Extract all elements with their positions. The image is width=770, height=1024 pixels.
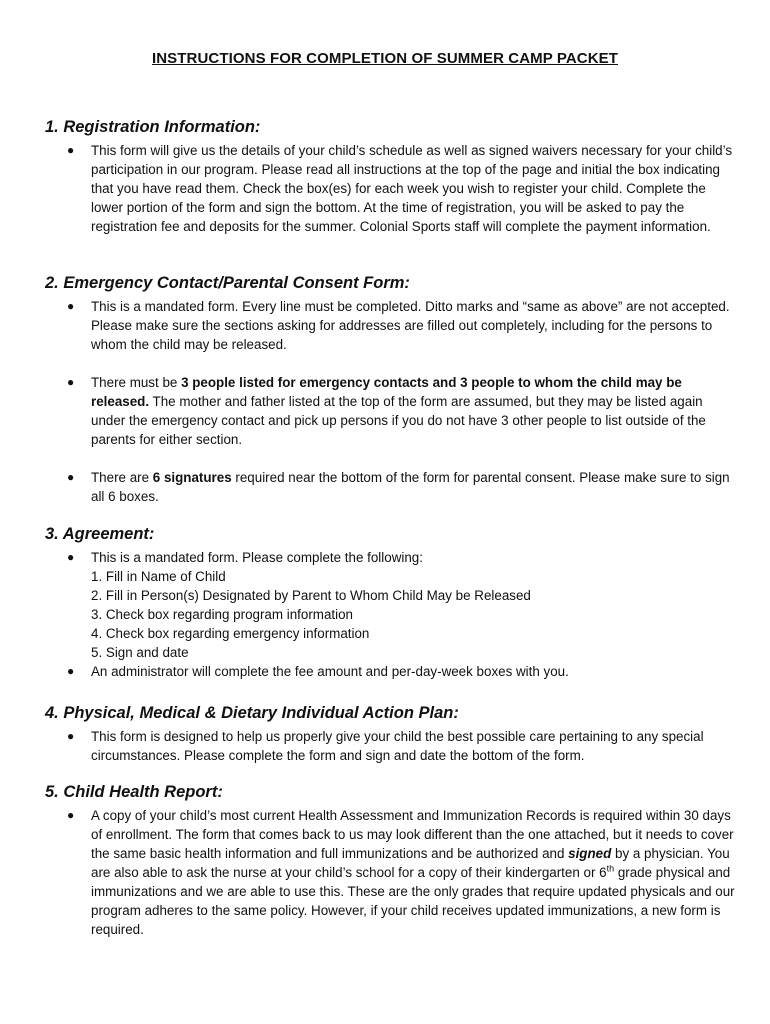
list-item: ● This is a mandated form. Please complete the following: 1. Fill in Name of Child 2. Fill in Person(s) Designated by Parent to Whom Child May be Released 3. Check box regarding program information 4. Check box regarding emergency information 5. Sign and date <box>45 548 735 662</box>
bullet-icon: ● <box>67 375 75 389</box>
section-child-health-report <box>45 782 735 939</box>
list-item: ● There must be 3 people listed for emergency contacts and 3 people to whom the child may be released. The mother and father listed at the top of the form are assumed, but they may be listed again under the emergency contact and pick up persons if you do not have 3 other people to list outside of the parents for either section. <box>67 375 706 447</box>
section-heading: 3. Agreement: <box>45 525 155 543</box>
section-action-plan <box>45 703 735 765</box>
section-heading: 4. Physical, Medical & Dietary Individual Action Plan: <box>45 704 459 722</box>
document-title: INSTRUCTIONS FOR COMPLETION OF SUMMER CAMP PACKET <box>151 50 618 67</box>
step-item: 4. Check box regarding emergency information <box>91 626 370 641</box>
step-item: 5. Sign and date <box>91 645 189 660</box>
section-heading: 2. Emergency Contact/Parental Consent Form: <box>45 274 410 292</box>
spacer <box>45 354 735 373</box>
section-heading: 5. Child Health Report: <box>45 783 223 801</box>
spacer <box>45 449 735 468</box>
list-item: ● This form is designed to help us properly give your child the best possible care pertaining to any special circumstances. Please complete the form and sign and date the bottom of the form. <box>67 729 704 763</box>
section-heading: 1. Registration Information: <box>45 118 261 136</box>
list-item: ● This is a mandated form. Every line must be completed. Ditto marks and “same as above” are not accepted. Please make sure the sections asking for addresses are filled out completely, including for the persons to whom the child may be released. <box>67 299 730 352</box>
section-registration <box>45 117 735 236</box>
bullet-icon: ● <box>67 808 75 822</box>
bullet-icon: ● <box>67 550 75 564</box>
bullet-icon: ● <box>67 143 75 157</box>
list-item: ● There are 6 signatures required near the bottom of the form for parental consent. Please make sure to sign all 6 boxes. <box>67 470 730 504</box>
bullet-icon: ● <box>67 664 75 678</box>
list-item: ● An administrator will complete the fee amount and per-day-week boxes with you. <box>67 664 569 679</box>
section-agreement <box>45 524 735 681</box>
bullet-icon: ● <box>67 729 75 743</box>
list-item: ● A copy of your child’s most current Health Assessment and Immunization Records is required within 30 days of enrollment. The form that comes back to us may look different than the one attached, but it needs to cover the same basic health information and full immunizations and be authorized and signed by a physician. You are also able to ask the nurse at your child’s school for a copy of their kindergarten or 6th grade physical and immunizations and we are able to use this. These are the only grades that require updated physicals and our program adheres to the same policy. However, if your child receives updated immunizations, a new form is required. <box>67 808 735 937</box>
step-item: 2. Fill in Person(s) Designated by Parent to Whom Child May be Released <box>91 588 531 603</box>
step-item: 3. Check box regarding program information <box>91 607 353 622</box>
section-emergency-contact <box>45 273 735 506</box>
bullet-icon: ● <box>67 299 75 313</box>
step-item: 1. Fill in Name of Child <box>91 569 226 584</box>
bullet-icon: ● <box>67 470 75 484</box>
list-item: ● This form will give us the details of your child’s schedule as well as signed waivers necessary for your child’s participation in our program. Please read all instructions at the top of the page and initial the box indicating that you have read them. Check the box(es) for each week you wish to register your child. Complete the lower portion of the form and sign the bottom. At the time of registration, you will be asked to pay the registration fee and deposits for the summer. Colonial Sports staff will complete the payment information. <box>67 143 733 234</box>
